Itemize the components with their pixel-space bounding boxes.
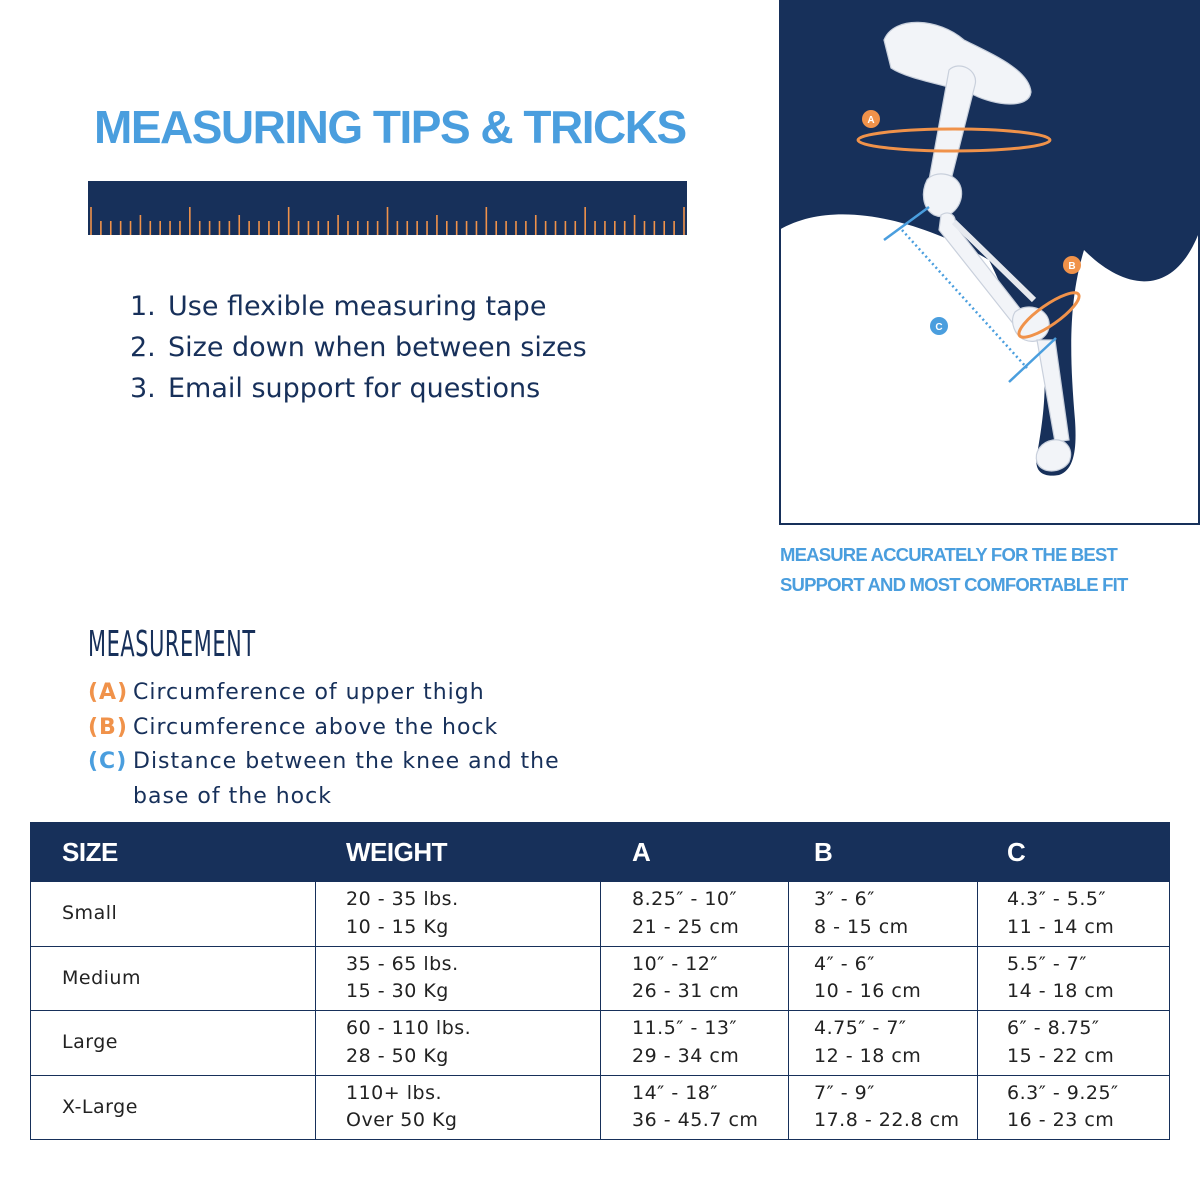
tip-item: 1. Use flexible measuring tape: [130, 291, 547, 322]
table-row: [31, 946, 1170, 1011]
table-header-row: [31, 823, 1170, 882]
b-cell: 7″ - 9″ 17.8 - 22.8 cm: [789, 1075, 978, 1140]
a-cell: 14″ - 18″ 36 - 45.7 cm: [601, 1075, 789, 1140]
b-cell: 4″ - 6″ 10 - 16 cm: [789, 946, 978, 1011]
tips-list: [130, 286, 587, 409]
measurement-title: MEASUREMENT: [88, 624, 256, 665]
svg-text:A: A: [867, 115, 875, 126]
table-row: [31, 1011, 1170, 1076]
a-cell: 10″ - 12″ 26 - 31 cm: [601, 946, 789, 1011]
table-row: [31, 882, 1170, 947]
b-cell: 4.75″ - 7″ 12 - 18 cm: [789, 1011, 978, 1076]
size-cell: X-Large: [31, 1075, 316, 1140]
c-cell: 6″ - 8.75″ 15 - 22 cm: [978, 1011, 1170, 1076]
c-cell: 6.3″ - 9.25″ 16 - 23 cm: [978, 1075, 1170, 1140]
header-a: A: [601, 823, 789, 882]
size-chart-table: [30, 822, 1170, 1140]
size-cell: Medium: [31, 946, 316, 1011]
weight-cell: 110+ lbs. Over 50 Kg: [316, 1075, 601, 1140]
size-cell: Small: [31, 882, 316, 947]
svg-text:C: C: [935, 322, 943, 333]
legend-item-c-continued: base of the hock: [133, 783, 332, 809]
b-cell: 3″ - 6″ 8 - 15 cm: [789, 882, 978, 947]
header-size: SIZE: [31, 823, 316, 882]
legend-item-a: (A) Circumference of upper thigh: [88, 680, 485, 705]
size-cell: Large: [31, 1011, 316, 1076]
svg-text:B: B: [1068, 261, 1076, 272]
page-title: MEASURING TIPS & TRICKS: [94, 101, 686, 153]
weight-cell: 60 - 110 lbs. 28 - 50 Kg: [316, 1011, 601, 1076]
legend-item-b: (B) Circumference above the hock: [88, 714, 499, 740]
header-b: B: [789, 823, 978, 882]
weight-cell: 20 - 35 lbs. 10 - 15 Kg: [316, 882, 601, 947]
measurement-legend: [88, 676, 560, 814]
c-cell: 4.3″ - 5.5″ 11 - 14 cm: [978, 882, 1170, 947]
a-cell: 11.5″ - 13″ 29 - 34 cm: [601, 1011, 789, 1076]
header-c: C: [978, 823, 1170, 882]
header-weight: WEIGHT: [316, 823, 601, 882]
dog-leg-illustration: [779, 0, 1200, 526]
tip-item: 2. Size down when between sizes: [130, 332, 587, 363]
measuring-tape-graphic: [88, 181, 687, 235]
c-cell: 5.5″ - 7″ 14 - 18 cm: [978, 946, 1170, 1011]
a-cell: 8.25″ - 10″ 21 - 25 cm: [601, 882, 789, 947]
measure-caption: MEASURE ACCURATELY FOR THE BEST SUPPORT AND MOST COMFORTABLE FIT: [780, 544, 1128, 595]
tip-item: 3. Email support for questions: [130, 373, 541, 404]
weight-cell: 35 - 65 lbs. 15 - 30 Kg: [316, 946, 601, 1011]
table-row: [31, 1075, 1170, 1140]
legend-item-c: (C) Distance between the knee and the: [88, 749, 560, 774]
